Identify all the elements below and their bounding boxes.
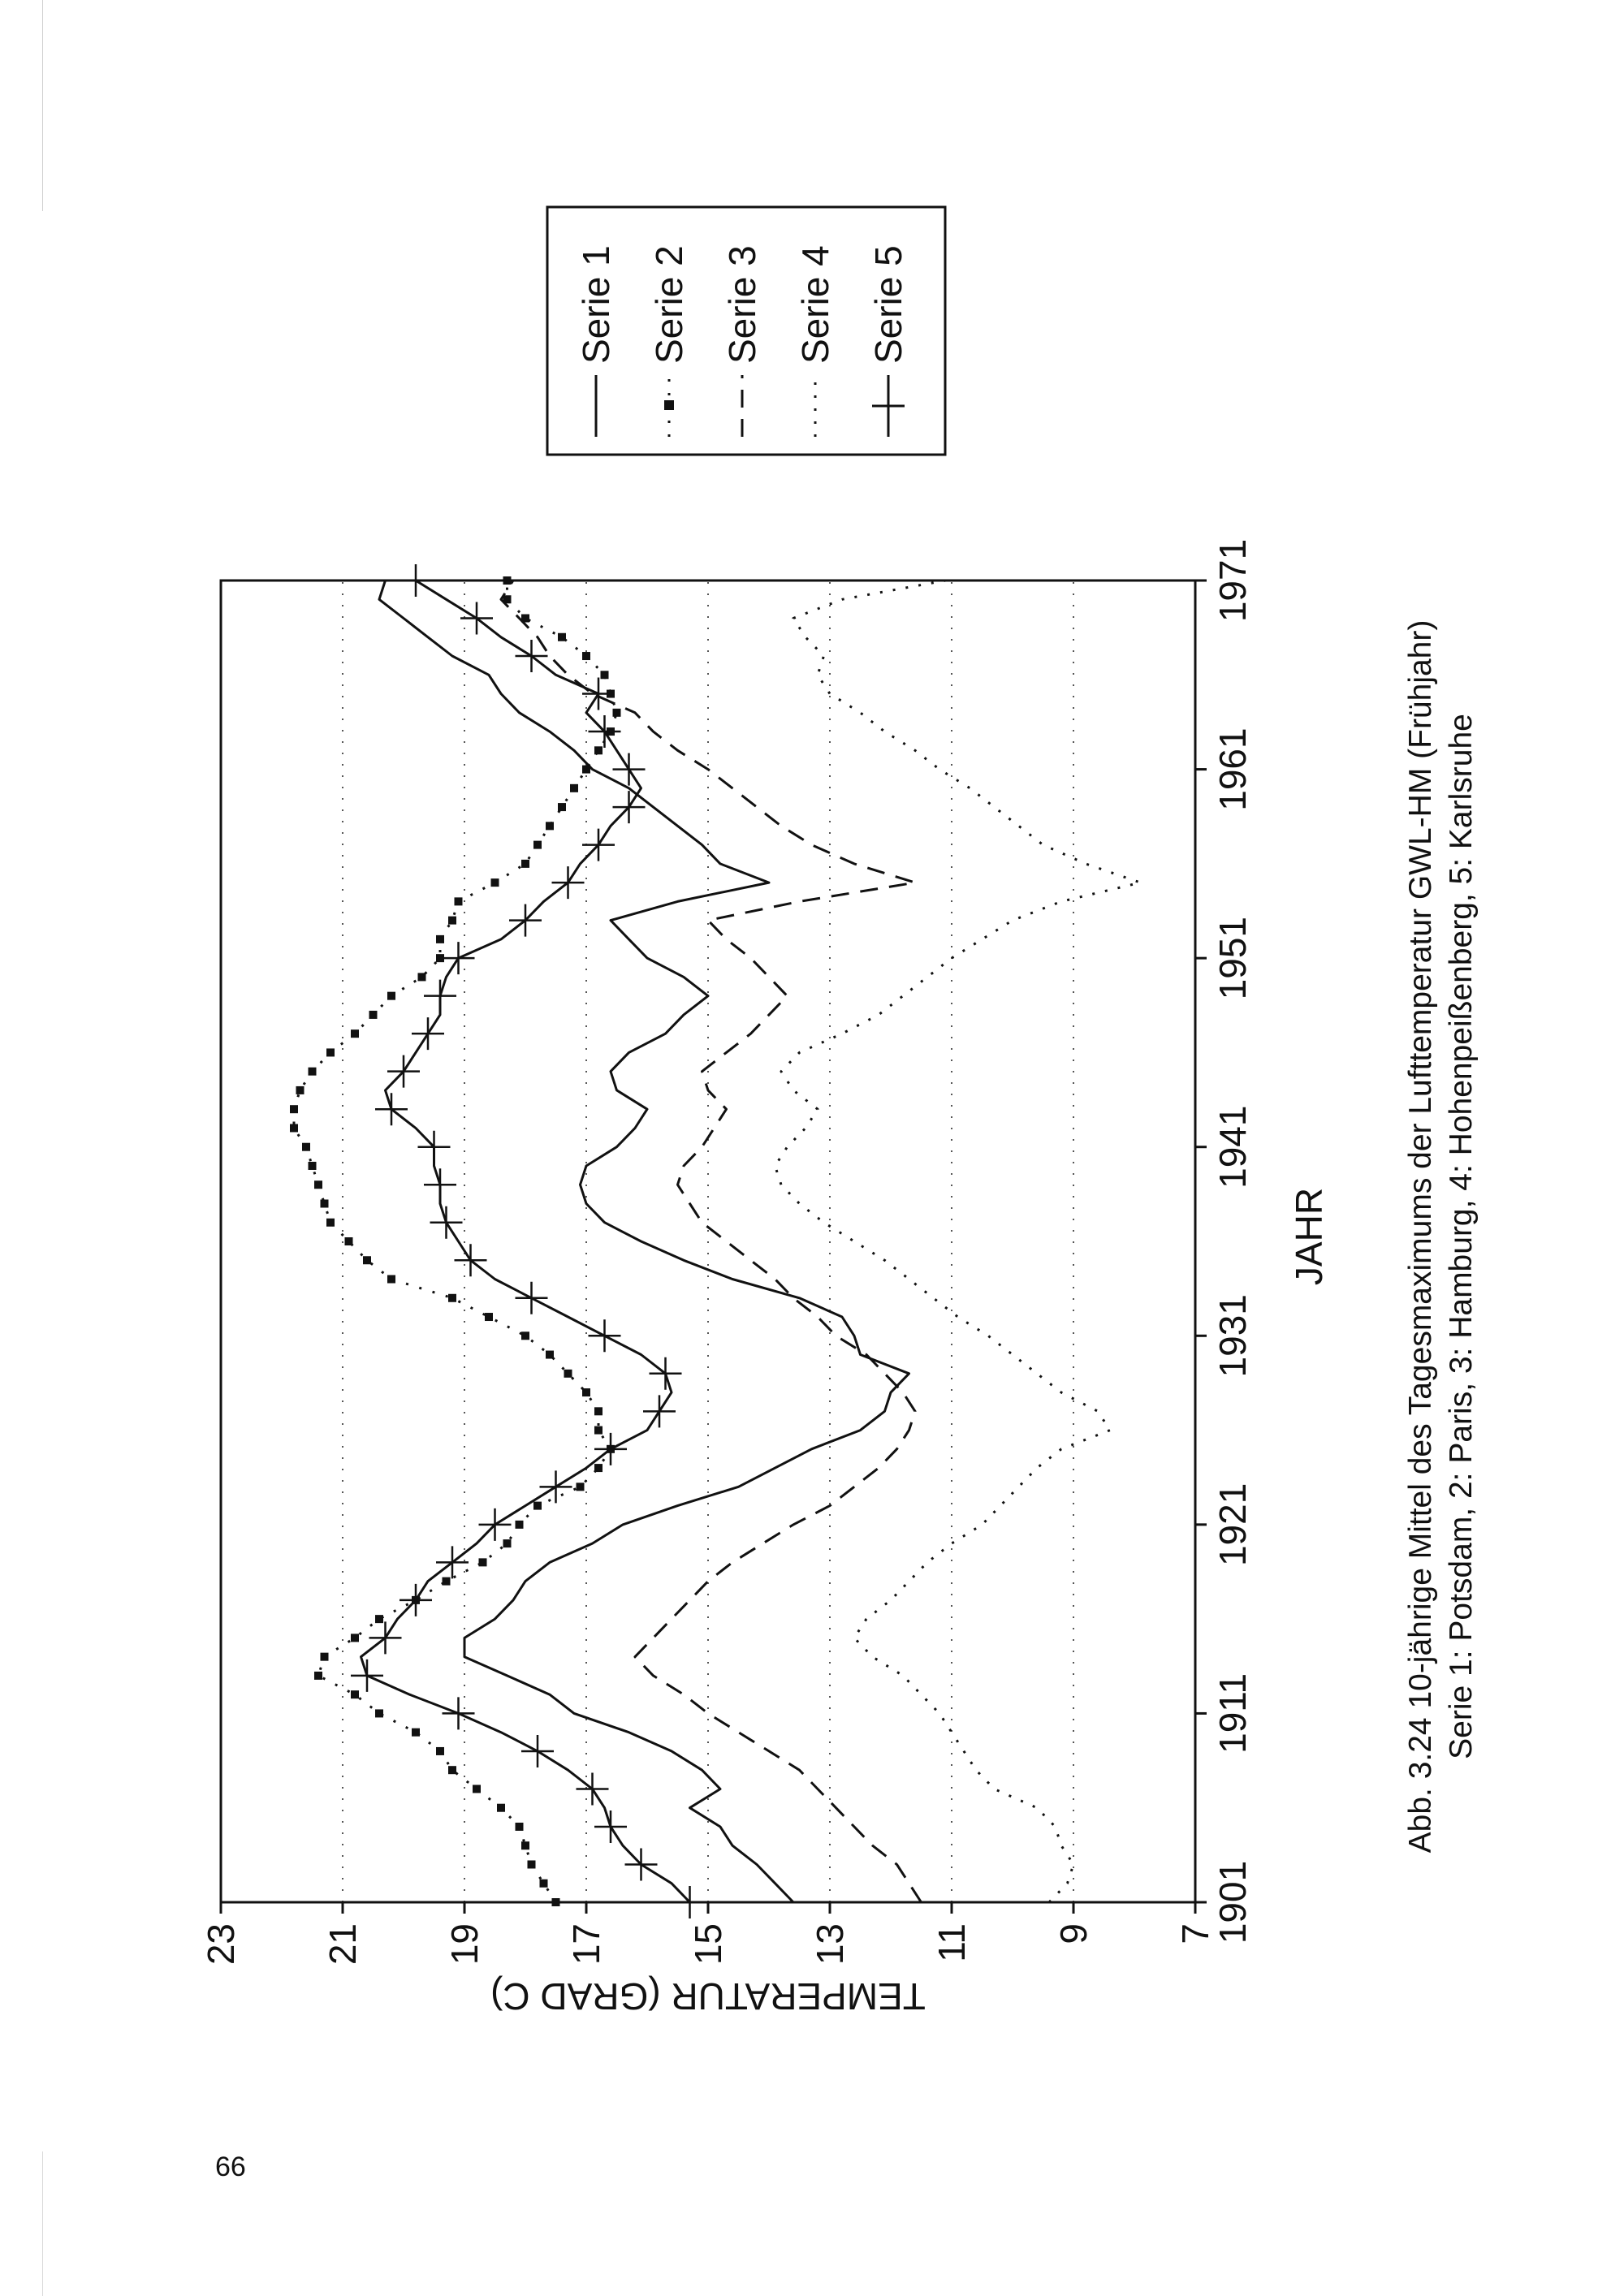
series-2-marker	[369, 1011, 378, 1019]
series-5-marker	[613, 753, 646, 786]
series-2-marker	[546, 1351, 554, 1359]
series-2-marker	[387, 1275, 395, 1284]
series-2-marker	[533, 841, 542, 849]
x-tick-label: 1941	[1212, 1105, 1254, 1189]
series-2-marker	[321, 1199, 329, 1207]
series-2-marker	[533, 1502, 542, 1510]
series-5-marker	[594, 1433, 627, 1465]
series-5-marker	[516, 1282, 548, 1314]
series-2-marker	[363, 1256, 371, 1264]
series-5-marker	[443, 942, 475, 974]
series-5-marker	[552, 866, 585, 899]
series-2-marker	[594, 1464, 603, 1472]
y-axis-label: TEMPERATUR (GRAD C)	[490, 1975, 926, 2018]
chart-plot-area	[200, 539, 1254, 1965]
series-5-marker	[650, 1357, 682, 1390]
x-tick-label: 1911	[1212, 1672, 1254, 1754]
series-2-marker	[321, 1653, 329, 1661]
series-5-marker	[577, 1772, 609, 1805]
series-2-marker	[582, 652, 590, 660]
series-2-marker	[436, 935, 444, 943]
series-5-marker	[455, 1244, 487, 1276]
series-2-marker	[309, 1162, 317, 1170]
series-5-marker	[424, 1168, 456, 1201]
series-2-marker	[570, 784, 578, 792]
series-2-marker	[601, 671, 609, 679]
x-axis-label: JAHR	[1288, 1187, 1330, 1286]
series-line-3	[501, 580, 922, 1902]
figure-caption-line-2: Serie 1: Potsdam, 2: Paris, 3: Hamburg, 4: Hohenpeißenberg, 5: Karlsruhe	[1444, 714, 1479, 1759]
x-tick-label: 1961	[1212, 727, 1254, 811]
legend-item-label: Serie 2	[648, 245, 690, 364]
series-5-marker	[424, 980, 456, 1012]
figure-caption-line-1: Abb. 3.24 10-jährige Mittel des Tagesmaximums der Lufttemperatur GWL-HM (Frühjahr)	[1403, 619, 1438, 1854]
x-tick-label: 1971	[1212, 538, 1254, 623]
series-2-marker	[309, 1068, 317, 1076]
series-2-marker	[516, 1823, 524, 1831]
series-2-marker	[582, 766, 590, 774]
x-tick-label: 1931	[1212, 1294, 1254, 1378]
series-2-marker	[577, 1482, 585, 1491]
series-2-marker	[521, 1841, 529, 1849]
y-tick-label: 15	[687, 1923, 729, 1966]
x-tick-label: 1921	[1212, 1482, 1254, 1567]
series-2-marker	[326, 1048, 335, 1056]
series-2-marker	[473, 1785, 481, 1793]
series-2-marker	[558, 803, 566, 811]
series-2-marker	[503, 576, 512, 585]
series-2-marker	[613, 709, 621, 717]
series-2-marker	[290, 1105, 298, 1113]
legend-item-label: Serie 3	[721, 245, 763, 364]
series-2-marker	[314, 1672, 322, 1680]
series-5-marker	[540, 1470, 572, 1503]
series-2-marker	[516, 1521, 524, 1529]
series-5-marker	[412, 1017, 444, 1050]
series-5-marker	[430, 1206, 463, 1239]
series-2-marker	[314, 1180, 322, 1189]
series-2-marker	[351, 1634, 359, 1642]
series-5-marker	[460, 602, 493, 635]
y-tick-label: 7	[1174, 1923, 1216, 1944]
series-5-marker	[643, 1395, 676, 1427]
series-2-marker	[491, 878, 499, 887]
series-2-marker	[290, 1124, 298, 1132]
series-2-marker	[375, 1615, 383, 1623]
series-5-marker	[436, 1546, 469, 1578]
series-2-marker	[528, 1860, 536, 1868]
series-2-marker	[582, 1388, 590, 1396]
series-2-marker	[540, 1880, 548, 1888]
series-2-marker	[375, 1709, 383, 1717]
legend-item-label: Serie 5	[867, 245, 909, 364]
series-2-marker	[345, 1237, 353, 1245]
series-2-marker	[552, 1898, 560, 1906]
series-2-marker	[521, 860, 529, 868]
legend-item-label: Serie 4	[794, 245, 836, 364]
series-2-marker	[412, 1728, 420, 1737]
series-2-marker	[485, 1313, 493, 1321]
series-5-marker	[400, 564, 432, 597]
y-tick-label: 23	[200, 1923, 242, 1966]
x-tick-label: 1951	[1212, 916, 1254, 1000]
series-5-marker	[443, 1697, 475, 1729]
series-2-marker	[387, 992, 395, 1000]
series-2-marker	[497, 1804, 505, 1812]
series-2-marker	[448, 1766, 456, 1774]
series-2-marker	[594, 1426, 603, 1435]
series-2-marker	[521, 1331, 529, 1340]
series-2-marker	[558, 633, 566, 641]
series-2-marker	[479, 1558, 487, 1566]
series-2-marker	[351, 1690, 359, 1698]
series-2-marker	[448, 1294, 456, 1302]
series-2-marker	[296, 1086, 304, 1094]
legend-item-label: Serie 1	[575, 245, 617, 364]
series-2-marker	[302, 1143, 310, 1151]
series-5-marker	[351, 1659, 383, 1692]
page-number: 66	[215, 2151, 246, 2182]
series-2-marker	[594, 746, 603, 754]
series-2-marker	[418, 973, 426, 981]
y-tick-label: 19	[443, 1923, 486, 1966]
series-2-marker	[443, 1577, 451, 1586]
y-tick-label: 13	[809, 1923, 851, 1966]
chart-legend	[547, 207, 945, 455]
series-2-marker	[594, 1407, 603, 1415]
series-5-marker	[369, 1621, 402, 1654]
series-5-marker	[589, 1319, 621, 1352]
legend-swatch-marker	[664, 400, 674, 410]
y-tick-label: 9	[1052, 1923, 1095, 1944]
series-5-marker	[594, 1810, 627, 1843]
y-tick-label: 17	[565, 1923, 607, 1966]
series-2-marker	[503, 1539, 512, 1547]
series-2-marker	[448, 917, 456, 925]
series-2-marker	[436, 1747, 444, 1755]
series-2-marker	[564, 1370, 572, 1378]
series-2-marker	[455, 897, 463, 905]
series-2-marker	[326, 1219, 335, 1227]
series-2-marker	[351, 1029, 359, 1038]
y-tick-label: 21	[322, 1923, 364, 1966]
x-tick-label: 1901	[1212, 1860, 1254, 1944]
series-2-marker	[546, 822, 554, 830]
series-5-marker	[521, 1735, 554, 1767]
series-5-marker	[375, 1093, 408, 1125]
series-5-marker	[582, 678, 615, 710]
y-tick-label: 11	[931, 1923, 973, 1962]
